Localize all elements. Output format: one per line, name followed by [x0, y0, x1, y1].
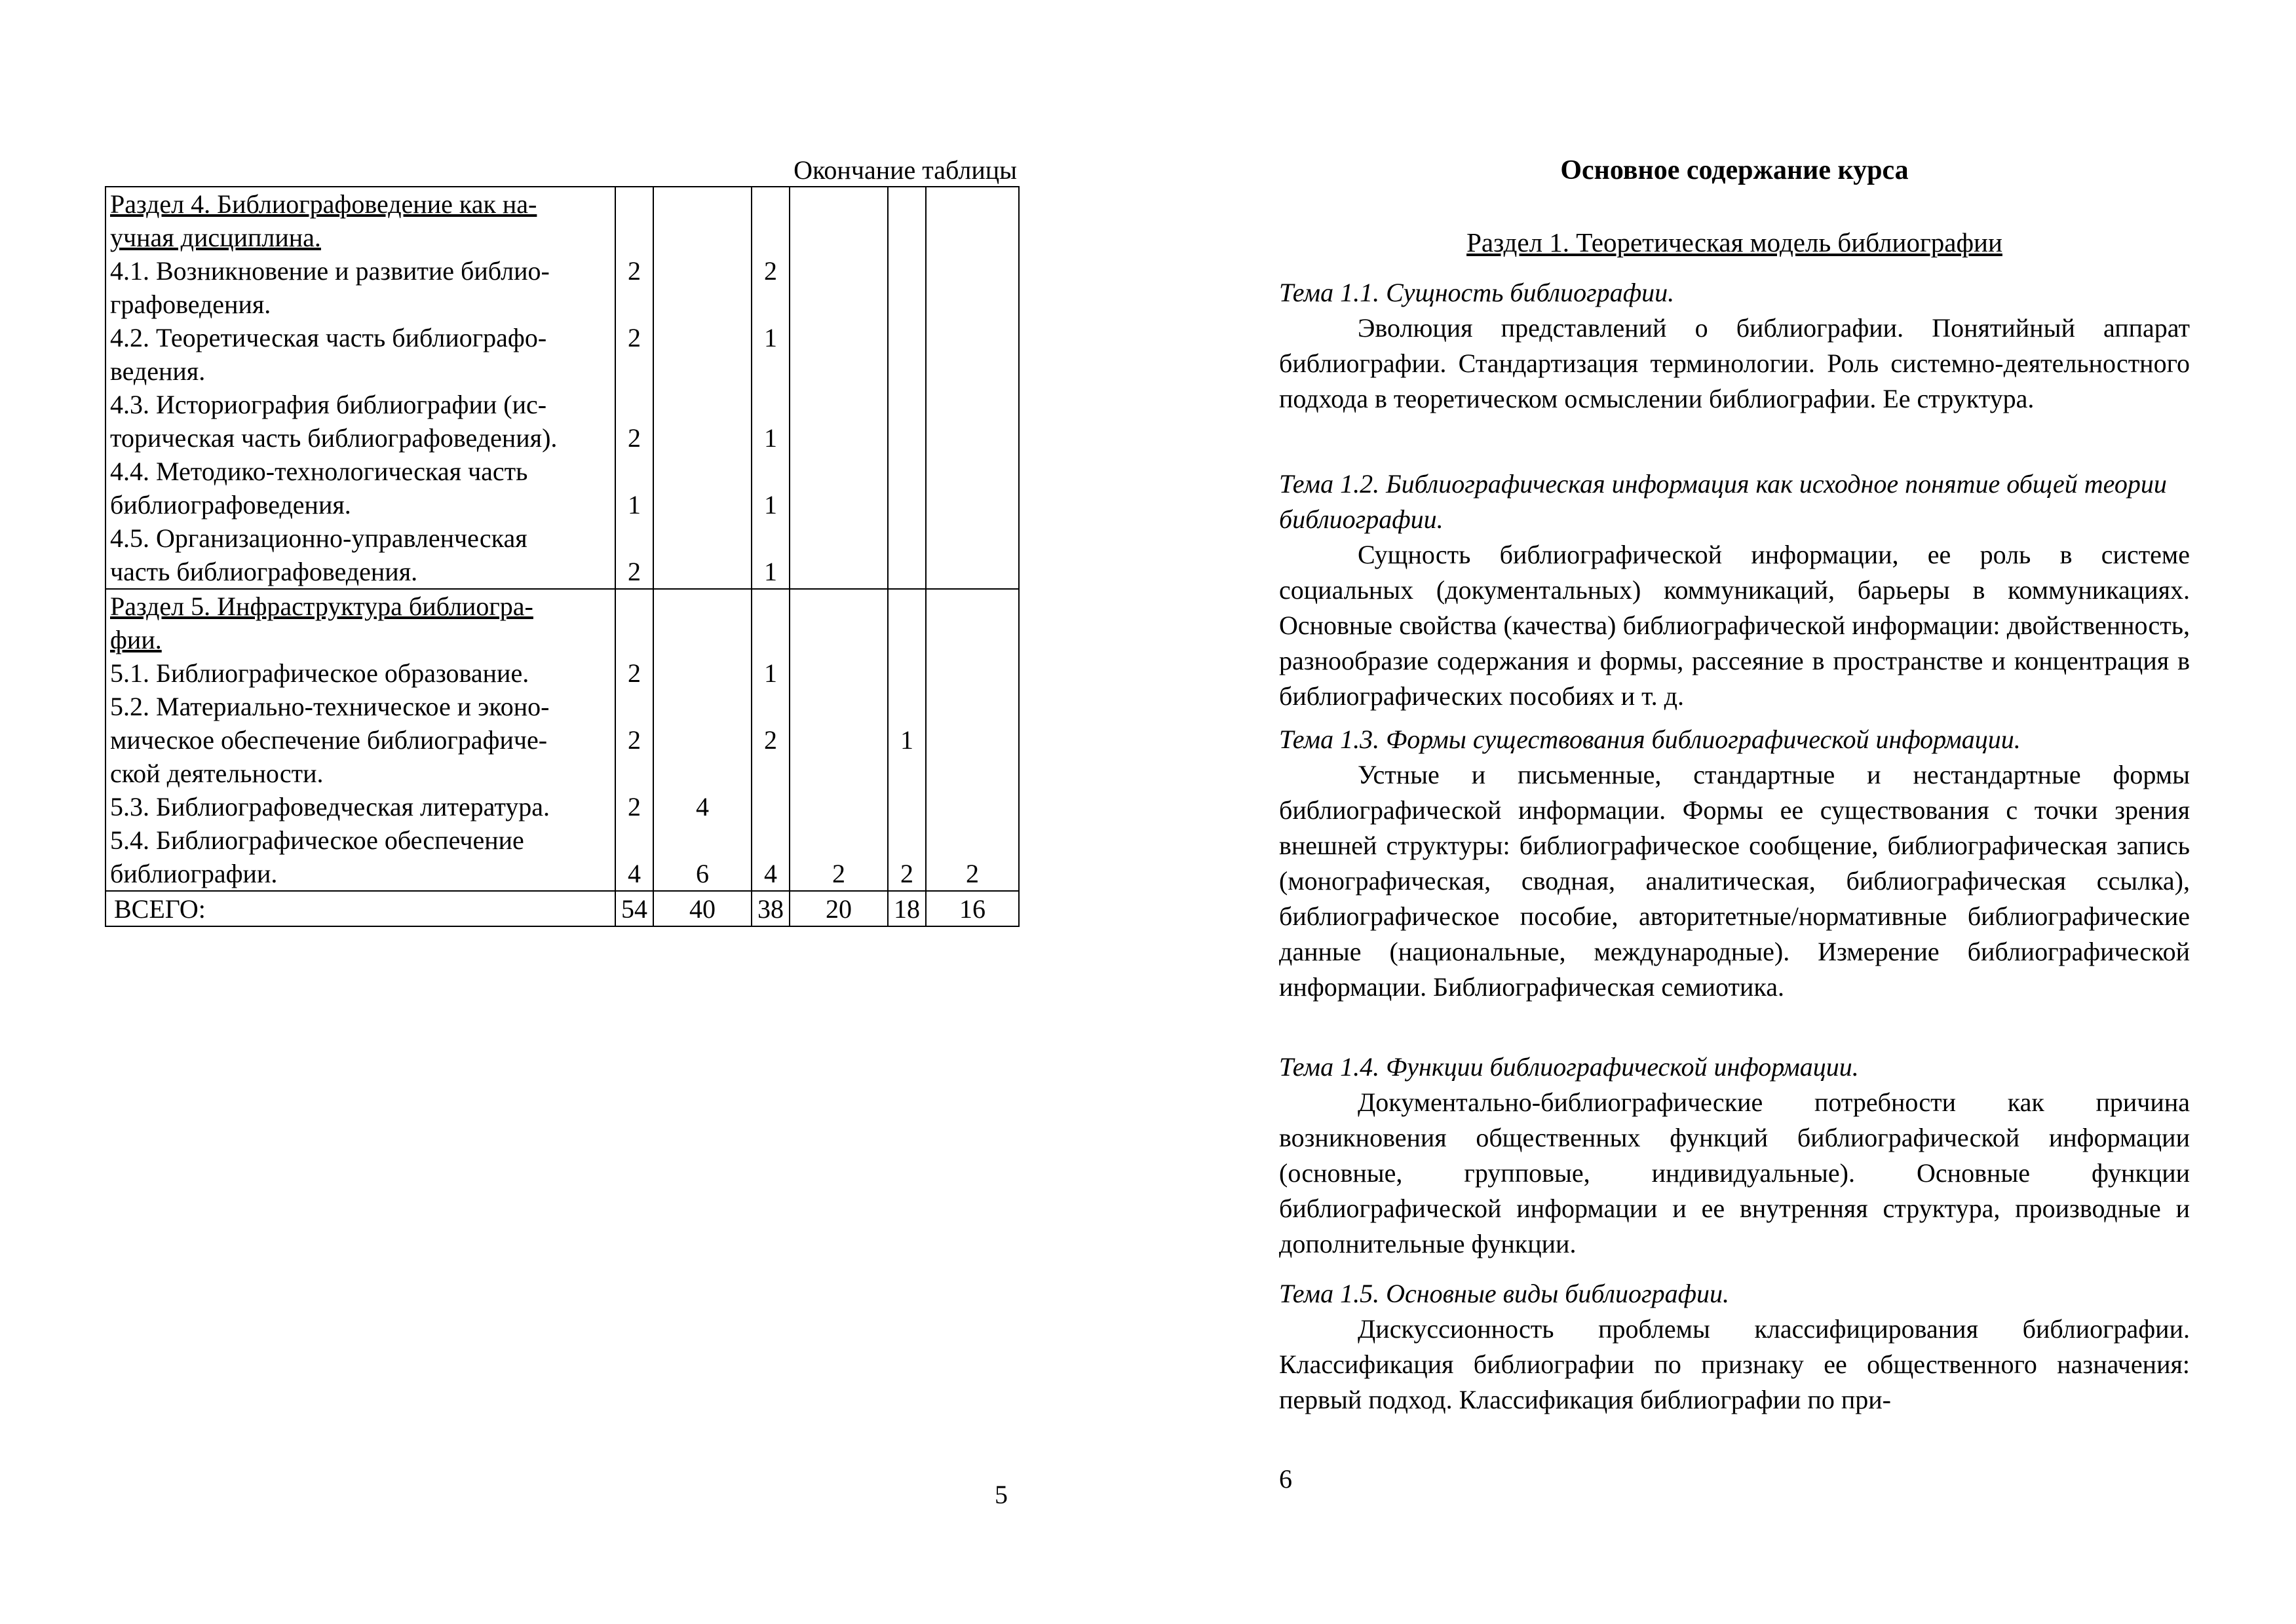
hours-value: [790, 421, 887, 455]
hours-value: 2: [628, 557, 641, 586]
hours-value: [790, 455, 887, 488]
hours-value: [790, 590, 887, 623]
hours-value: 6: [696, 859, 709, 888]
hours-value: [752, 388, 789, 421]
hours-value: [889, 187, 925, 221]
hours-cell: [926, 589, 1019, 891]
hours-value: [889, 623, 925, 656]
hours-value: [654, 354, 751, 388]
section-heading-line: учная дисциплина.: [110, 223, 321, 252]
course-content-title: Основное содержание курса: [1560, 155, 1909, 185]
hours-value: [927, 321, 1018, 354]
hours-value: [889, 823, 925, 857]
topic-line: библиографоведения.: [110, 490, 351, 519]
hours-value: [790, 254, 887, 288]
hours-value: [654, 187, 751, 221]
topic-line: часть библиографоведения.: [110, 557, 418, 586]
hours-value: 1: [900, 725, 913, 755]
hours-value: [654, 321, 751, 354]
hours-value: [889, 221, 925, 254]
hours-value: 1: [764, 490, 777, 519]
hours-value: [752, 288, 789, 321]
topic-body: Документально-библиографические потребности как причина возникновения общественных функций библиографической информации (основные, групповые, индивидуальные). Основные функции библиографической информации и ее внутренняя структура, производные и дополнительные функции.: [1279, 1087, 2190, 1258]
hours-value: 2: [628, 256, 641, 286]
hours-value: [616, 187, 653, 221]
hours-cell: [615, 589, 653, 891]
hours-value: [889, 354, 925, 388]
section-title: Раздел 1. Теоретическая модель библиографии: [1466, 227, 2002, 257]
hours-value: [752, 187, 789, 221]
hours-value: [927, 590, 1018, 623]
topic-1-2: [1279, 466, 2190, 714]
hours-cell: [790, 589, 888, 891]
hours-value: [654, 388, 751, 421]
hours-value: [889, 521, 925, 555]
topic-line: библиографии.: [110, 859, 278, 888]
hours-value: [616, 354, 653, 388]
topic-line: 5.1. Библиографическое образование.: [110, 658, 529, 688]
section-heading-line: фии.: [110, 625, 162, 654]
hours-cell: [752, 187, 790, 589]
hours-value: [927, 254, 1018, 288]
hours-cell: [653, 187, 752, 589]
topic-line: графоведения.: [110, 290, 271, 319]
hours-value: 2: [628, 792, 641, 821]
hours-value: [616, 455, 653, 488]
hours-value: [790, 757, 887, 790]
page-number-left: 5: [995, 1480, 1008, 1509]
topic-line: 4.3. Историография библиографии (ис-: [110, 390, 547, 419]
hours-value: [927, 690, 1018, 723]
hours-value: [889, 590, 925, 623]
hours-value: [654, 757, 751, 790]
hours-value: [889, 488, 925, 521]
hours-value: 4: [696, 792, 709, 821]
hours-value: [790, 690, 887, 723]
hours-value: 2: [764, 725, 777, 755]
section-heading-line: Раздел 5. Инфраструктура библиогра-: [110, 592, 533, 621]
hours-value: [654, 254, 751, 288]
topic-line: мическое обеспечение библиографиче-: [110, 725, 548, 755]
topic-title: Тема 1.3. Формы существования библиографической информации.: [1279, 725, 2021, 754]
hours-value: 2: [628, 725, 641, 755]
total-value: 18: [888, 891, 926, 926]
hours-value: [927, 757, 1018, 790]
hours-cell: [653, 589, 752, 891]
hours-value: [752, 354, 789, 388]
hours-value: [752, 521, 789, 555]
topic-line: 5.4. Библиографическое обеспечение: [110, 825, 524, 855]
hours-value: [616, 288, 653, 321]
hours-value: [752, 590, 789, 623]
hours-value: [790, 656, 887, 690]
topic-title: Тема 1.5. Основные виды библиографии.: [1279, 1279, 1729, 1308]
hours-value: [790, 623, 887, 656]
hours-value: [889, 790, 925, 823]
hours-value: [790, 187, 887, 221]
hours-value: [654, 221, 751, 254]
hours-value: 1: [764, 323, 777, 352]
table-caption: Окончание таблицы: [794, 155, 1017, 185]
right-page: [1148, 0, 2296, 1624]
hours-value: [927, 823, 1018, 857]
hours-value: [790, 521, 887, 555]
hours-value: [790, 354, 887, 388]
hours-value: [654, 590, 751, 623]
topic-body: Эволюция представлений о библиографии. Понятийный аппарат библиографии. Стандартизация терминологии. Роль системно-деятельностного подхода в теоретическом осмыслении библиографии. Ее структура.: [1279, 313, 2190, 413]
hours-value: [654, 488, 751, 521]
hours-value: 2: [764, 256, 777, 286]
hours-value: 2: [966, 859, 979, 888]
hours-table-body: [105, 187, 1019, 926]
topic-cell: [105, 589, 615, 891]
topic-body: Сущность библиографической информации, ее роль в системе социальных (документальных) коммуникаций, барьеры в коммуникациях. Основные свойства (качества) библиографической информации: двойственность, разнообразие содержания и формы, рассеяние в пространстве и концентрация в библиографических пособиях и т. д.: [1279, 540, 2190, 711]
topic-title: Тема 1.4. Функции библиографической информации.: [1279, 1052, 1859, 1082]
hours-value: [889, 288, 925, 321]
topic-body: Дискуссионность проблемы классифицирования библиографии. Классификация библиографии по признаку ее общественного назначения: первый подход. Классификация библиографии по при-: [1279, 1314, 2190, 1414]
hours-value: [790, 555, 887, 588]
hours-value: [927, 221, 1018, 254]
hours-value: [889, 455, 925, 488]
topic-line: 4.5. Организационно-управленческая: [110, 523, 527, 553]
hours-cell: [926, 187, 1019, 589]
topic-line: ведения.: [110, 356, 206, 386]
page-number-right: 6: [1279, 1464, 1292, 1494]
hours-value: [889, 555, 925, 588]
hours-value: [752, 690, 789, 723]
hours-value: [927, 521, 1018, 555]
hours-cell: [790, 187, 888, 589]
hours-value: [790, 388, 887, 421]
hours-value: 1: [764, 557, 777, 586]
hours-value: [616, 623, 653, 656]
hours-value: [889, 421, 925, 455]
hours-value: [790, 790, 887, 823]
total-value: 54: [615, 891, 653, 926]
hours-value: 2: [628, 658, 641, 688]
hours-value: [654, 723, 751, 757]
hours-cell: [888, 589, 926, 891]
hours-value: 4: [764, 859, 777, 888]
hours-value: [927, 288, 1018, 321]
topic-line: 4.2. Теоретическая часть библиографо-: [110, 323, 547, 352]
hours-value: [654, 521, 751, 555]
hours-value: 2: [628, 423, 641, 453]
hours-value: [654, 555, 751, 588]
topic-line: 4.1. Возникновение и развитие библио-: [110, 256, 550, 286]
hours-value: [654, 823, 751, 857]
hours-cell: [888, 187, 926, 589]
hours-value: [889, 388, 925, 421]
hours-value: [790, 288, 887, 321]
topic-line: ской деятельности.: [110, 759, 324, 788]
hours-value: 1: [628, 490, 641, 519]
hours-value: [752, 757, 789, 790]
hours-value: [927, 354, 1018, 388]
hours-value: [616, 690, 653, 723]
hours-value: 1: [764, 658, 777, 688]
total-value: 38: [752, 891, 790, 926]
hours-value: [790, 488, 887, 521]
hours-cell: [752, 589, 790, 891]
hours-value: [752, 823, 789, 857]
hours-value: [616, 521, 653, 555]
hours-value: [927, 656, 1018, 690]
topic-cell: [105, 187, 615, 589]
hours-value: [654, 690, 751, 723]
hours-value: [616, 823, 653, 857]
topic-1-5: [1279, 1276, 2190, 1418]
hours-value: [616, 757, 653, 790]
topic-1-1: [1279, 275, 2190, 417]
table-row: [105, 589, 1019, 891]
hours-value: [889, 757, 925, 790]
total-value: 40: [653, 891, 752, 926]
hours-value: [616, 590, 653, 623]
hours-value: [927, 455, 1018, 488]
total-label: ВСЕГО:: [105, 891, 615, 926]
hours-value: [927, 187, 1018, 221]
topic-line: 4.4. Методико-технологическая часть: [110, 457, 528, 486]
hours-value: [752, 623, 789, 656]
hours-value: 2: [628, 323, 641, 352]
hours-value: [927, 623, 1018, 656]
hours-table: [105, 186, 1020, 927]
hours-value: [752, 455, 789, 488]
section-heading-line: Раздел 4. Библиографоведение как на-: [110, 189, 537, 219]
topic-title: Тема 1.1. Сущность библиографии.: [1279, 278, 1675, 307]
hours-value: 4: [628, 859, 641, 888]
hours-value: [616, 221, 653, 254]
hours-cell: [615, 187, 653, 589]
hours-value: [927, 421, 1018, 455]
topic-1-3: [1279, 722, 2190, 1005]
hours-value: [654, 623, 751, 656]
hours-value: [927, 388, 1018, 421]
total-value: 16: [926, 891, 1019, 926]
hours-value: [654, 288, 751, 321]
topic-line: 5.2. Материально-техническое и эконо-: [110, 692, 550, 721]
hours-value: [790, 321, 887, 354]
topic-line: торическая часть библиографоведения).: [110, 423, 558, 453]
hours-value: [927, 790, 1018, 823]
hours-value: [790, 221, 887, 254]
hours-value: [654, 421, 751, 455]
table-row: [105, 187, 1019, 589]
hours-value: [927, 723, 1018, 757]
hours-value: [927, 555, 1018, 588]
hours-value: [889, 690, 925, 723]
hours-value: [654, 455, 751, 488]
hours-value: [752, 790, 789, 823]
hours-value: [790, 823, 887, 857]
hours-value: [927, 488, 1018, 521]
hours-value: 2: [832, 859, 845, 888]
hours-value: [790, 723, 887, 757]
hours-value: [889, 656, 925, 690]
hours-value: [889, 254, 925, 288]
topic-title: Тема 1.2. Библиографическая информация как исходное понятие общей теории библиографии.: [1279, 469, 2167, 534]
topic-1-4: [1279, 1049, 2190, 1262]
topic-line: 5.3. Библиографоведческая литература.: [110, 792, 550, 821]
hours-value: 2: [900, 859, 913, 888]
total-value: 20: [790, 891, 888, 926]
hours-value: [752, 221, 789, 254]
hours-value: [654, 656, 751, 690]
topic-body: Устные и письменные, стандартные и нестандартные формы библиографической информации. Формы ее существования с точки зрения внешней структуры: библиографическое сообщение, библиографическая запись (монографическая, сводная, аналитическая, библиографическая ссылка), библиографическое пособие, авторитетные/нормативные библиографические данные (национальные, международные). Измерение библиографической информации. Библиографическая семиотика.: [1279, 760, 2190, 1002]
total-row: [105, 891, 1019, 926]
hours-value: [616, 388, 653, 421]
hours-value: 1: [764, 423, 777, 453]
hours-value: [889, 321, 925, 354]
